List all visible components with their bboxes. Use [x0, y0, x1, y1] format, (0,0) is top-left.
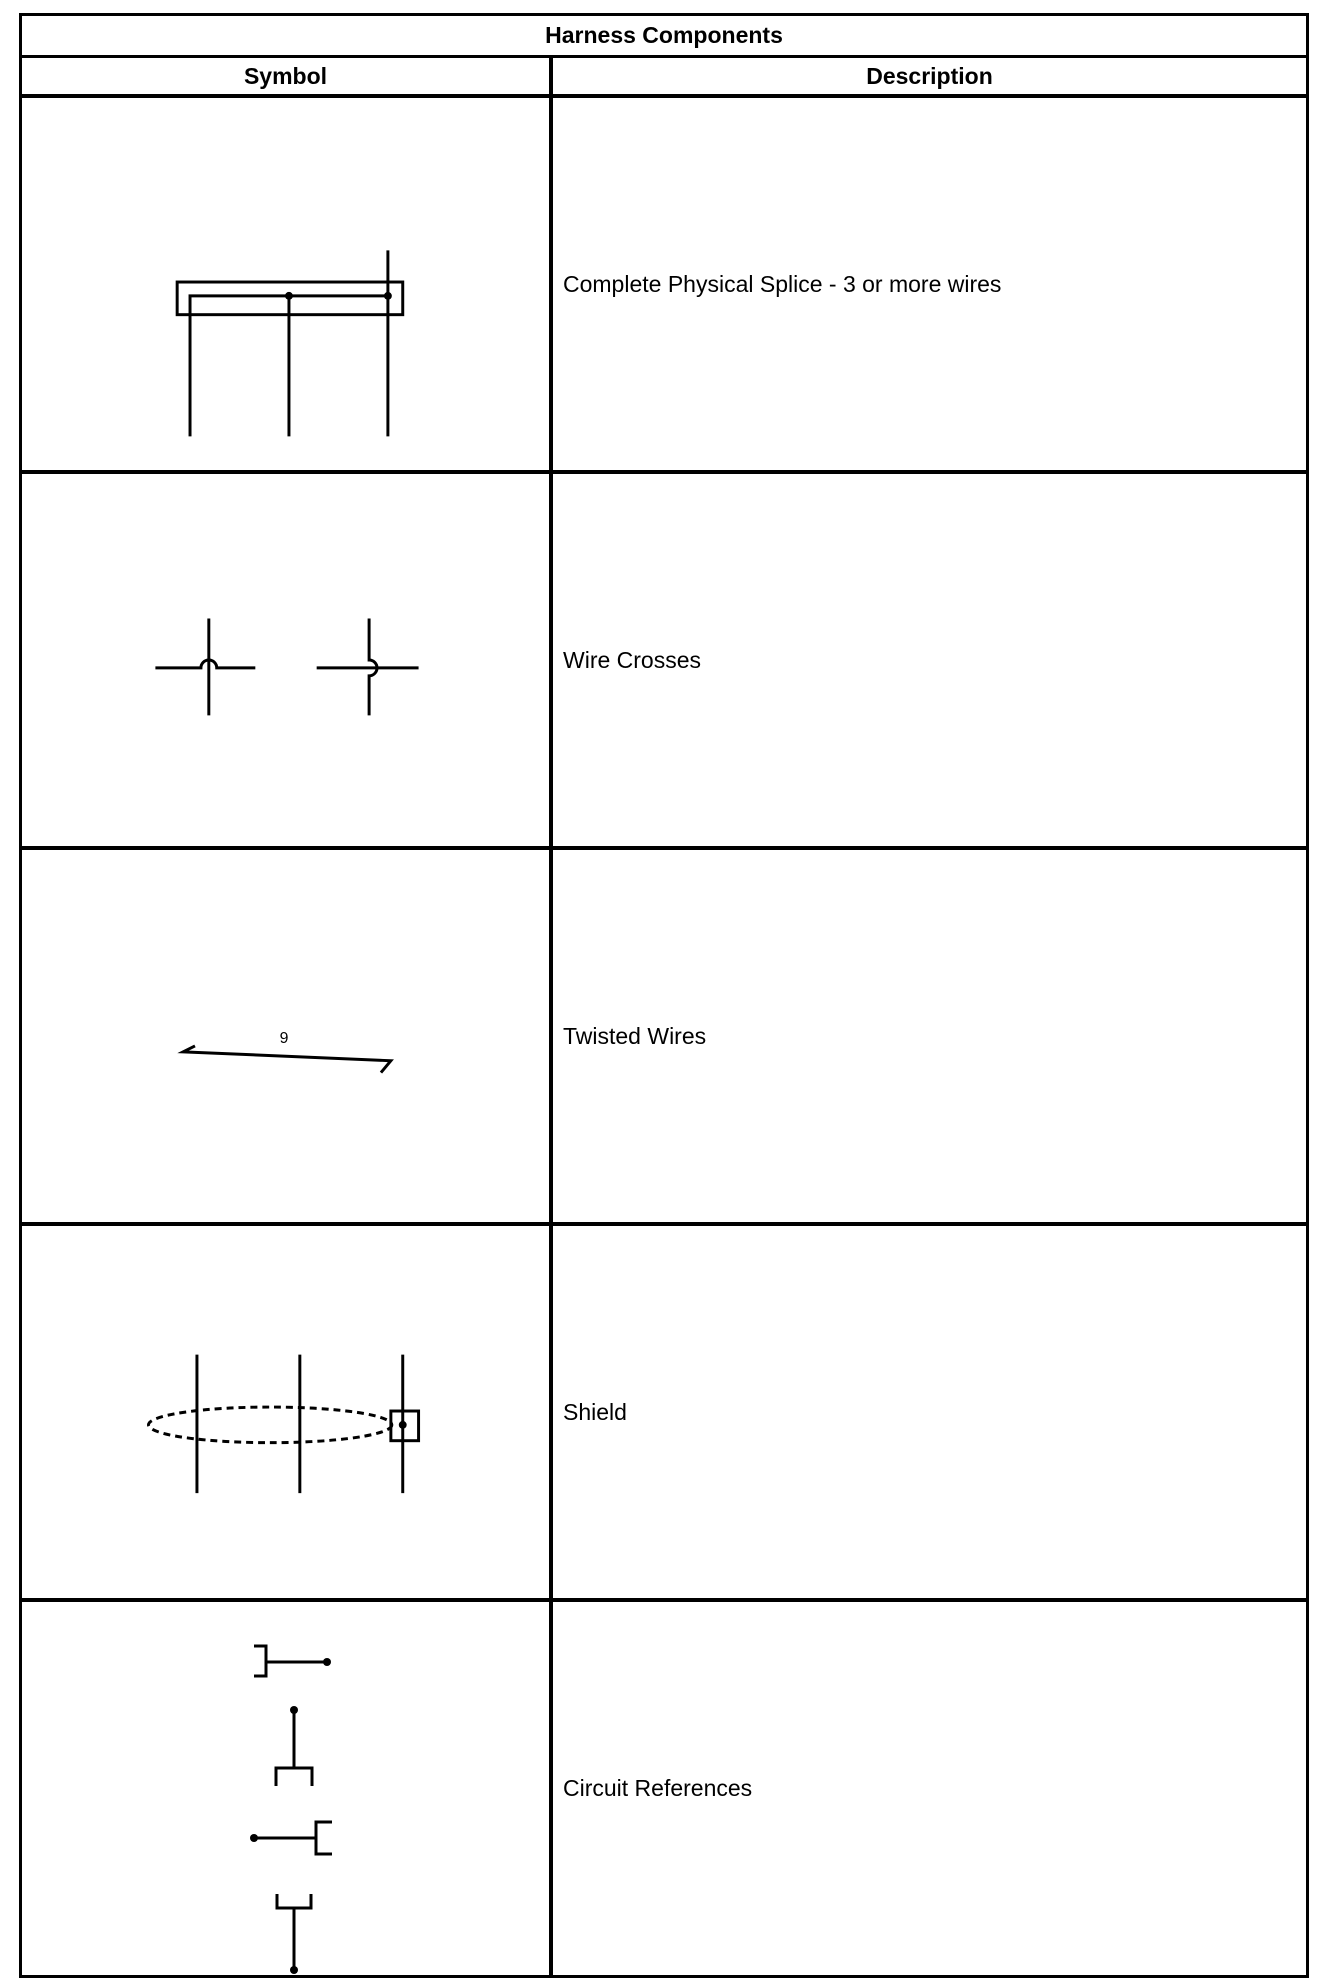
symbol-cell — [22, 1602, 553, 1975]
description-cell: Complete Physical Splice - 3 or more wires — [563, 270, 1002, 297]
harness-components-table — [19, 13, 1309, 1978]
table-row — [22, 1602, 1306, 1975]
description-cell: Circuit References — [563, 1775, 753, 1801]
table-title: Harness Components — [22, 16, 1306, 58]
symbol-cell — [22, 850, 553, 1222]
table-row — [22, 98, 1306, 474]
description-cell: Shield — [563, 1398, 627, 1425]
header-description: Description — [866, 62, 993, 89]
twist-count-label: 9 — [279, 1029, 289, 1047]
header-row — [22, 58, 1306, 98]
table-row — [22, 1226, 1306, 1602]
shield-symbol-icon — [22, 1226, 549, 1598]
symbol-cell — [22, 98, 553, 470]
symbol-cell — [22, 474, 553, 846]
table-row — [22, 474, 1306, 850]
description-cell: Twisted Wires — [563, 1022, 707, 1049]
description-cell: Wire Crosses — [563, 646, 702, 673]
twisted-wires-symbol-icon — [22, 850, 549, 1222]
wire-crosses-symbol-icon — [22, 474, 549, 846]
header-symbol: Symbol — [22, 58, 553, 94]
symbol-cell — [22, 1226, 553, 1598]
splice-symbol-icon — [22, 98, 549, 470]
table-row — [22, 850, 1306, 1226]
circuit-references-symbol-icon — [22, 1602, 549, 1975]
